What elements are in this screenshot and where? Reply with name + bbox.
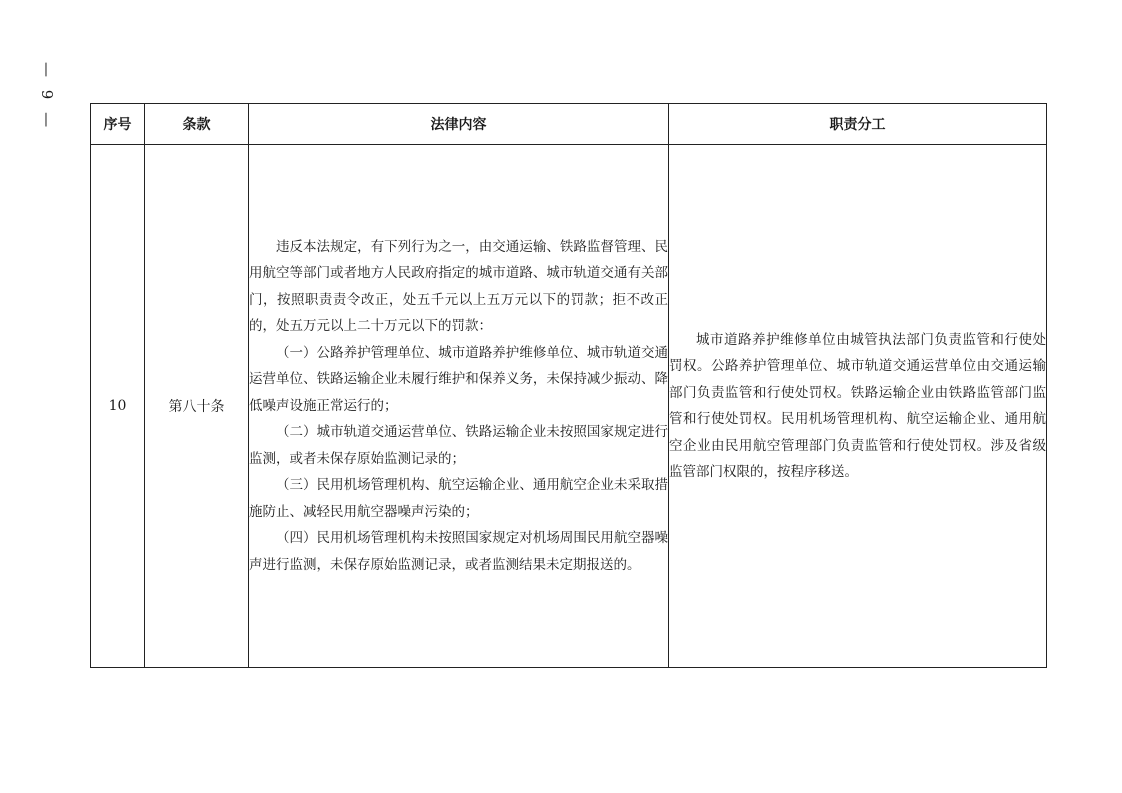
row-no: 10 [91,145,145,668]
content-paragraph: （三）民用机场管理机构、航空运输企业、通用航空企业未采取措施防止、减轻民用航空器噪声污染的； [249,477,668,520]
page-number: — 9 — [38,62,56,132]
content-paragraph: （四）民用机场管理机构未按照国家规定对机场周围民用航空器噪声进行监测，未保存原始监测记录，或者监测结果未定期报送的。 [249,530,668,573]
content-paragraph: （二）城市轨道交通运营单位、铁路运输企业未按照国家规定进行监测，或者未保存原始监测记录的； [249,424,668,467]
row-duty [669,145,1047,668]
table-header-row [91,104,1047,145]
table-row [91,145,1047,668]
row-content [249,145,669,668]
header-no: 序号 [91,104,145,145]
content-paragraph: 违反本法规定，有下列行为之一，由交通运输、铁路监督管理、民用航空等部门或者地方人民政府指定的城市道路、城市轨道交通有关部门，按照职责责令改正，处五千元以上五万元以下的罚款；拒不改正的，处五万元以上二十万元以下的罚款： [249,238,668,335]
header-content: 法律内容 [249,104,669,145]
content-paragraph: （一）公路养护管理单位、城市道路养护维修单位、城市轨道交通运营单位、铁路运输企业未履行维护和保养义务，未保持减少振动、降低噪声设施正常运行的； [249,344,668,414]
header-clause: 条款 [145,104,249,145]
header-duty: 职责分工 [669,104,1047,145]
row-clause: 第八十条 [145,145,249,668]
law-responsibility-table [90,103,1047,668]
duty-paragraph: 城市道路养护维修单位由城管执法部门负责监管和行使处罚权。公路养护管理单位、城市轨道交通运营单位由交通运输部门负责监管和行使处罚权。铁路运输企业由铁路监管部门监管和行使处罚权。民用机场管理机构、航空运输企业、通用航空企业由民用航空管理部门负责监管和行使处罚权。涉及省级监管部门权限的，按程序移送。 [669,331,1046,480]
